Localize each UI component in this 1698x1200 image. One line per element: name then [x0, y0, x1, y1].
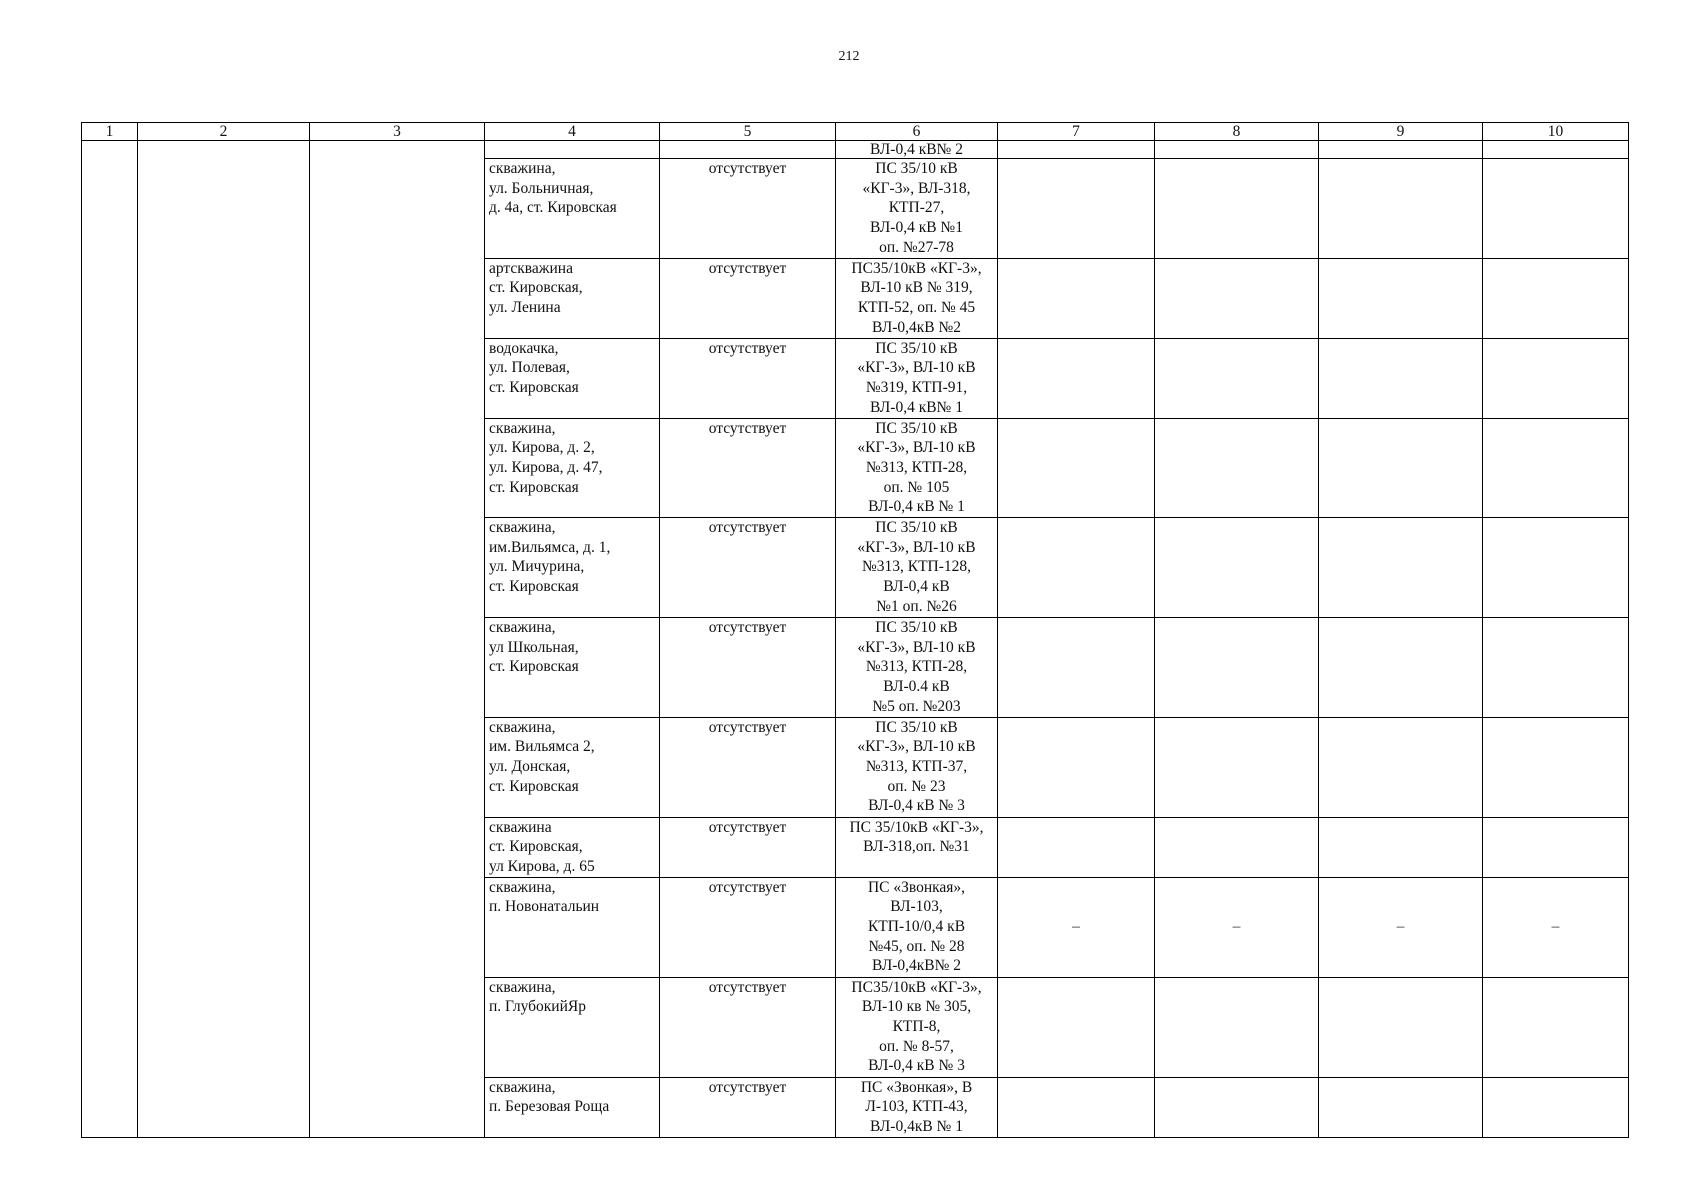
- empty-cell: [998, 817, 1155, 877]
- cell-col-4: [485, 141, 660, 159]
- empty-cell: [1483, 618, 1629, 718]
- empty-cell: [998, 977, 1155, 1077]
- cell-col-5: [660, 141, 836, 159]
- power-source-cell: ПС «Звонкая», ВЛ-103, КТП-10/0,4 кВ №45, оп. № 28 ВЛ-0,4кВ№ 2: [836, 877, 998, 977]
- empty-cell: [1319, 418, 1483, 518]
- empty-cell: [1483, 977, 1629, 1077]
- empty-cell: [998, 159, 1155, 259]
- empty-cell: [1155, 618, 1319, 718]
- empty-cell: [1319, 258, 1483, 338]
- power-source-cell: ПС 35/10 кВ «КГ-3», ВЛ-10 кВ №313, КТП-128, ВЛ-0,4 кВ №1 оп. №26: [836, 518, 998, 618]
- object-cell: скважина, п. ГлубокийЯр: [485, 977, 660, 1077]
- status-cell: отсутствует: [660, 258, 836, 338]
- empty-cell: [1155, 717, 1319, 817]
- header-cell-9: 9: [1319, 123, 1483, 141]
- empty-cell: [998, 717, 1155, 817]
- power-source-cell: ПС 35/10 кВ «КГ-3», ВЛ-10 кВ №313, КТП-28, ВЛ-0.4 кВ №5 оп. №203: [836, 618, 998, 718]
- object-cell: скважина ст. Кировская, ул Кирова, д. 65: [485, 817, 660, 877]
- empty-cell: [1155, 1077, 1319, 1137]
- empty-cell: [1483, 159, 1629, 259]
- empty-cell: [1155, 418, 1319, 518]
- empty-cell: [1155, 977, 1319, 1077]
- object-cell: скважина, им. Вильямса 2, ул. Донская, ст. Кировская: [485, 717, 660, 817]
- object-cell: скважина, ул. Больничная, д. 4а, ст. Кировская: [485, 159, 660, 259]
- header-cell-10: 10: [1483, 123, 1629, 141]
- status-cell: отсутствует: [660, 717, 836, 817]
- status-cell: отсутствует: [660, 877, 836, 977]
- status-cell: отсутствует: [660, 618, 836, 718]
- empty-cell: [1319, 977, 1483, 1077]
- table-header: [82, 123, 1629, 141]
- empty-cell: [1155, 338, 1319, 418]
- empty-cell: [1319, 1077, 1483, 1137]
- header-row: [82, 123, 1629, 141]
- power-source-cell: ПС 35/10 кВ «КГ-3», ВЛ-10 кВ №313, КТП-37, оп. № 23 ВЛ-0,4 кВ № 3: [836, 717, 998, 817]
- empty-cell: [1483, 817, 1629, 877]
- header-cell-5: 5: [660, 123, 836, 141]
- header-cell-8: 8: [1155, 123, 1319, 141]
- empty-cell: [1483, 1077, 1629, 1137]
- status-cell: отсутствует: [660, 817, 836, 877]
- empty-cell: [1319, 618, 1483, 718]
- cell-col-1: [82, 141, 138, 1138]
- object-cell: скважина, ул Школьная, ст. Кировская: [485, 618, 660, 718]
- empty-cell: [1483, 258, 1629, 338]
- cell-col-6: ВЛ-0,4 кВ№ 2: [836, 141, 998, 159]
- object-cell: скважина, п. Березовая Роща: [485, 1077, 660, 1137]
- power-source-cell: ПС 35/10 кВ «КГ-3», ВЛ-10 кВ №319, КТП-91, ВЛ-0,4 кВ№ 1: [836, 338, 998, 418]
- empty-cell: [998, 418, 1155, 518]
- status-cell: отсутствует: [660, 1077, 836, 1137]
- status-cell: отсутствует: [660, 977, 836, 1077]
- power-source-cell: ПС 35/10кВ «КГ-3», ВЛ-318,оп. №31: [836, 817, 998, 877]
- header-cell-2: 2: [138, 123, 310, 141]
- data-table: [81, 122, 1629, 1138]
- header-cell-4: 4: [485, 123, 660, 141]
- empty-cell: [1155, 518, 1319, 618]
- empty-cell: [1483, 418, 1629, 518]
- empty-cell: [1319, 518, 1483, 618]
- empty-cell: [998, 618, 1155, 718]
- object-cell: скважина, ул. Кирова, д. 2, ул. Кирова, д. 47, ст. Кировская: [485, 418, 660, 518]
- table-body: [82, 141, 1629, 1138]
- empty-cell: [998, 518, 1155, 618]
- empty-cell: [1155, 258, 1319, 338]
- empty-cell: [1155, 817, 1319, 877]
- power-source-cell: ПС35/10кВ «КГ-3», ВЛ-10 кв № 305, КТП-8, оп. № 8-57, ВЛ-0,4 кВ № 3: [836, 977, 998, 1077]
- dash-cell: –: [998, 877, 1155, 977]
- status-cell: отсутствует: [660, 338, 836, 418]
- cell-col-10: [1483, 141, 1629, 159]
- empty-cell: [1319, 159, 1483, 259]
- empty-cell: [1319, 817, 1483, 877]
- power-source-cell: ПС35/10кВ «КГ-3», ВЛ-10 кВ № 319, КТП-52, оп. № 45 ВЛ-0,4кВ №2: [836, 258, 998, 338]
- empty-cell: [998, 338, 1155, 418]
- empty-cell: [1319, 717, 1483, 817]
- empty-cell: [1483, 518, 1629, 618]
- status-cell: отсутствует: [660, 418, 836, 518]
- header-cell-6: 6: [836, 123, 998, 141]
- object-cell: водокачка, ул. Полевая, ст. Кировская: [485, 338, 660, 418]
- object-cell: артскважина ст. Кировская, ул. Ленина: [485, 258, 660, 338]
- dash-cell: –: [1483, 877, 1629, 977]
- header-cell-3: 3: [310, 123, 485, 141]
- empty-cell: [1483, 717, 1629, 817]
- power-source-cell: ПС 35/10 кВ «КГ-3», ВЛ-10 кВ №313, КТП-28, оп. № 105 ВЛ-0,4 кВ № 1: [836, 418, 998, 518]
- table-row-continuation: [82, 141, 1629, 159]
- cell-col-3: [310, 141, 485, 1138]
- header-cell-1: 1: [82, 123, 138, 141]
- page-number: 212: [838, 49, 860, 64]
- power-source-cell: ПС 35/10 кВ «КГ-3», ВЛ-318, КТП-27, ВЛ-0,4 кВ №1 оп. №27-78: [836, 159, 998, 259]
- empty-cell: [998, 1077, 1155, 1137]
- header-cell-7: 7: [998, 123, 1155, 141]
- cell-col-9: [1319, 141, 1483, 159]
- empty-cell: [1155, 159, 1319, 259]
- empty-cell: [1483, 338, 1629, 418]
- dash-cell: –: [1155, 877, 1319, 977]
- status-cell: отсутствует: [660, 159, 836, 259]
- object-cell: скважина, п. Новонатальин: [485, 877, 660, 977]
- cell-col-7: [998, 141, 1155, 159]
- empty-cell: [998, 258, 1155, 338]
- dash-cell: –: [1319, 877, 1483, 977]
- power-source-cell: ПС «Звонкая», В Л-103, КТП-43, ВЛ-0,4кВ № 1: [836, 1077, 998, 1137]
- empty-cell: [1319, 338, 1483, 418]
- status-cell: отсутствует: [660, 518, 836, 618]
- object-cell: скважина, им.Вильямса, д. 1, ул. Мичурина, ст. Кировская: [485, 518, 660, 618]
- cell-col-8: [1155, 141, 1319, 159]
- cell-col-2: [138, 141, 310, 1138]
